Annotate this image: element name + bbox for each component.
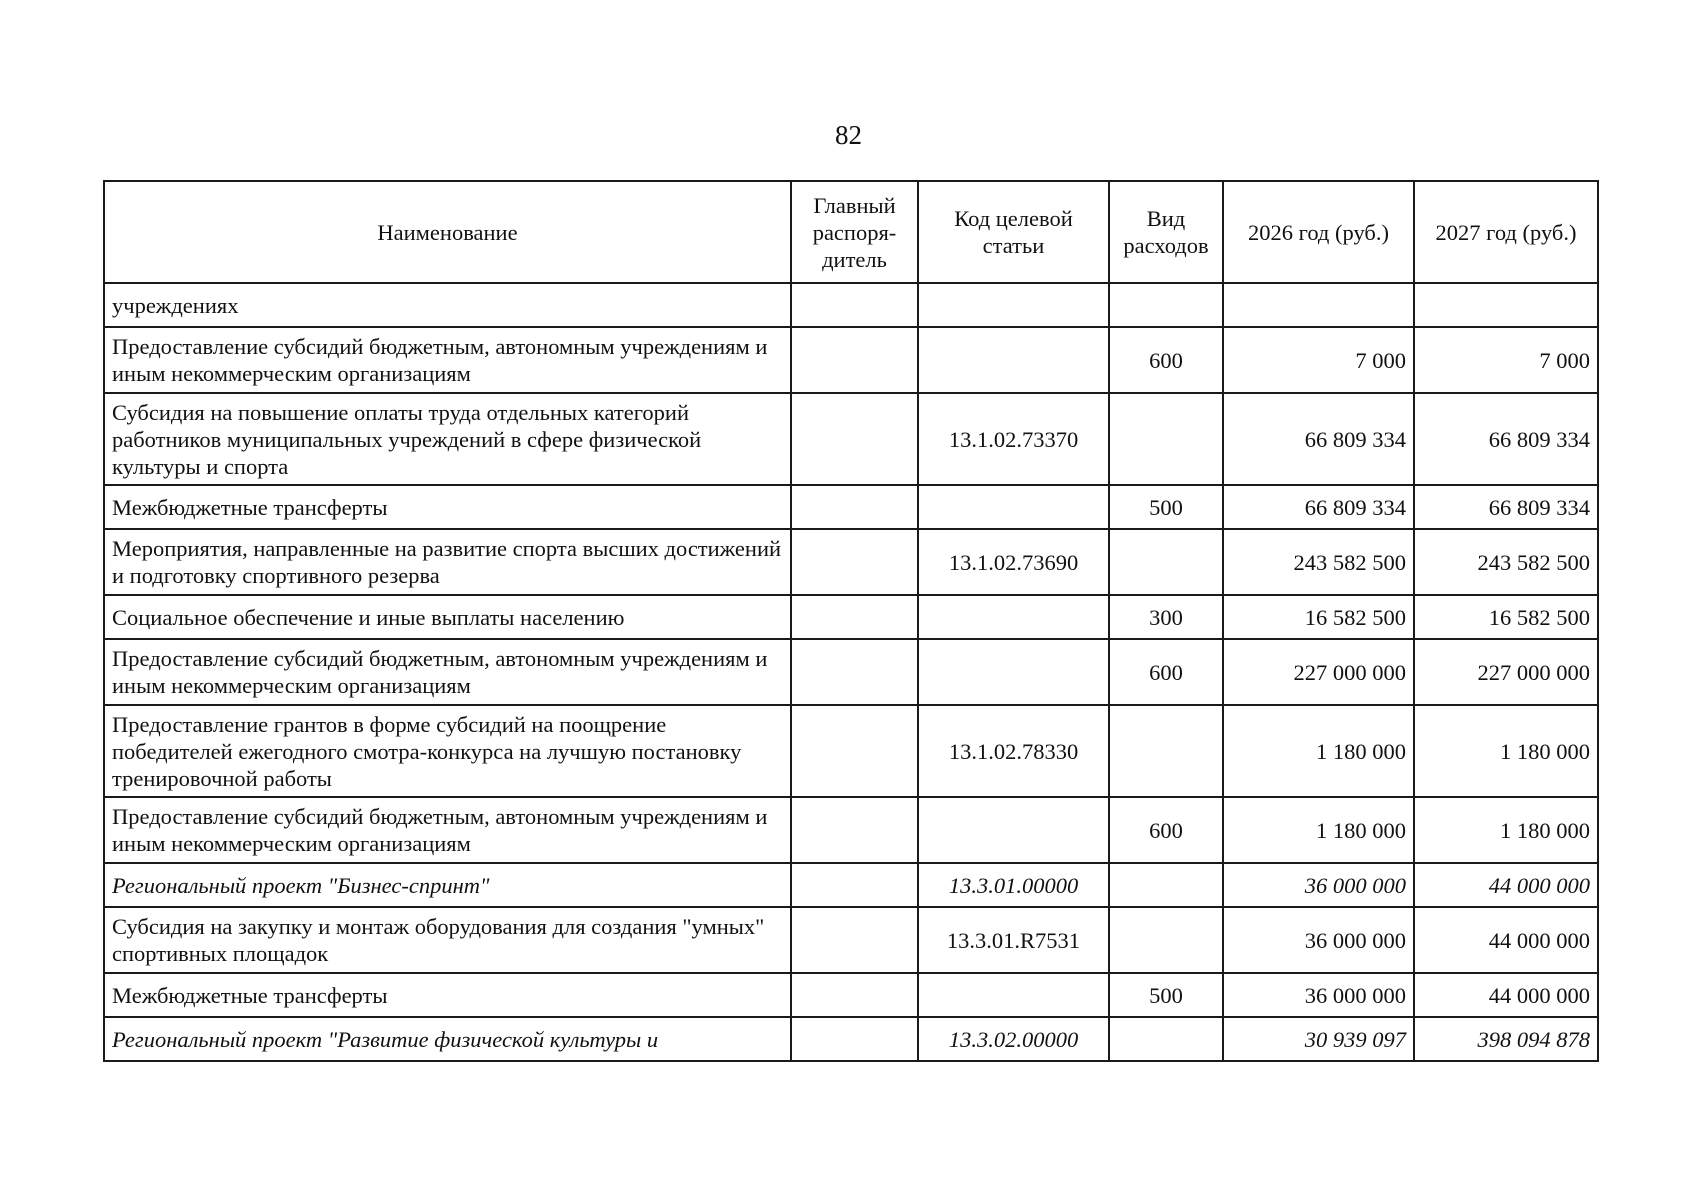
table-row [104,283,1598,327]
row-amount-2026-cell: 7 000 [1223,327,1414,393]
row-name-cell: Региональный проект "Развитие физической культуры и [104,1017,791,1061]
row-expense-type-cell: 600 [1109,639,1223,705]
table-row [104,1017,1598,1061]
row-name-cell: Субсидия на повышение оплаты труда отдельных категорий работников муниципальных учреждений в сфере физической культуры и спорта [104,393,791,485]
row-target-code-cell [918,973,1109,1017]
row-amount-2027-cell: 1 180 000 [1414,705,1598,797]
row-amount-2027-cell: 16 582 500 [1414,595,1598,639]
row-name-cell: учреждениях [104,283,791,327]
row-target-code-cell: 13.1.02.78330 [918,705,1109,797]
row-amount-2026-cell: 16 582 500 [1223,595,1414,639]
row-amount-2027-cell: 44 000 000 [1414,863,1598,907]
row-expense-type-cell: 300 [1109,595,1223,639]
row-amount-2026-cell [1223,283,1414,327]
header-expense-type: Вид расходов [1109,181,1223,283]
row-target-code-cell: 13.3.01.R7531 [918,907,1109,973]
row-amount-2026-cell: 66 809 334 [1223,485,1414,529]
row-chief-manager-cell [791,705,918,797]
row-amount-2027-cell [1414,283,1598,327]
table-row [104,973,1598,1017]
row-chief-manager-cell [791,639,918,705]
row-target-code-cell [918,797,1109,863]
table-row [104,639,1598,705]
table-header-row [104,181,1598,283]
table-row [104,907,1598,973]
row-expense-type-cell [1109,1017,1223,1061]
row-amount-2026-cell: 1 180 000 [1223,797,1414,863]
row-expense-type-cell [1109,863,1223,907]
row-amount-2027-cell: 243 582 500 [1414,529,1598,595]
table-row [104,327,1598,393]
row-name-cell: Субсидия на закупку и монтаж оборудования для создания "умных" спортивных площадок [104,907,791,973]
row-amount-2027-cell: 44 000 000 [1414,907,1598,973]
table-row [104,529,1598,595]
row-name-cell: Предоставление субсидий бюджетным, автономным учреждениям и иным некоммерческим организациям [104,797,791,863]
row-amount-2026-cell: 243 582 500 [1223,529,1414,595]
row-target-code-cell [918,485,1109,529]
table-row [104,863,1598,907]
row-amount-2027-cell: 7 000 [1414,327,1598,393]
row-expense-type-cell: 500 [1109,973,1223,1017]
row-amount-2027-cell: 398 094 878 [1414,1017,1598,1061]
table-body [104,283,1598,1061]
row-amount-2026-cell: 36 000 000 [1223,863,1414,907]
row-chief-manager-cell [791,907,918,973]
row-amount-2026-cell: 227 000 000 [1223,639,1414,705]
header-2026: 2026 год (руб.) [1223,181,1414,283]
row-chief-manager-cell [791,1017,918,1061]
row-target-code-cell [918,639,1109,705]
row-target-code-cell: 13.1.02.73690 [918,529,1109,595]
row-chief-manager-cell [791,973,918,1017]
row-chief-manager-cell [791,393,918,485]
row-name-cell: Межбюджетные трансферты [104,485,791,529]
row-amount-2026-cell: 30 939 097 [1223,1017,1414,1061]
row-chief-manager-cell [791,797,918,863]
table-row [104,595,1598,639]
row-chief-manager-cell [791,283,918,327]
row-chief-manager-cell [791,485,918,529]
row-chief-manager-cell [791,327,918,393]
table-row [104,797,1598,863]
row-chief-manager-cell [791,863,918,907]
row-expense-type-cell: 500 [1109,485,1223,529]
row-name-cell: Межбюджетные трансферты [104,973,791,1017]
row-chief-manager-cell [791,529,918,595]
row-name-cell: Региональный проект "Бизнес-спринт" [104,863,791,907]
row-expense-type-cell [1109,705,1223,797]
row-amount-2026-cell: 66 809 334 [1223,393,1414,485]
page-number: 82 [835,120,862,150]
row-amount-2027-cell: 66 809 334 [1414,393,1598,485]
row-amount-2027-cell: 44 000 000 [1414,973,1598,1017]
row-name-cell: Мероприятия, направленные на развитие спорта высших достижений и подготовку спортивного резерва [104,529,791,595]
row-target-code-cell: 13.3.01.00000 [918,863,1109,907]
table-row [104,705,1598,797]
row-amount-2026-cell: 36 000 000 [1223,907,1414,973]
row-amount-2027-cell: 66 809 334 [1414,485,1598,529]
row-expense-type-cell: 600 [1109,797,1223,863]
row-expense-type-cell [1109,393,1223,485]
row-target-code-cell [918,327,1109,393]
header-name: Наименование [104,181,791,283]
row-amount-2026-cell: 1 180 000 [1223,705,1414,797]
row-chief-manager-cell [791,595,918,639]
table-row [104,485,1598,529]
header-target-code: Код целевой статьи [918,181,1109,283]
row-amount-2027-cell: 227 000 000 [1414,639,1598,705]
row-expense-type-cell [1109,529,1223,595]
row-amount-2026-cell: 36 000 000 [1223,973,1414,1017]
row-name-cell: Предоставление субсидий бюджетным, автономным учреждениям и иным некоммерческим организациям [104,327,791,393]
row-target-code-cell [918,283,1109,327]
row-name-cell: Социальное обеспечение и иные выплаты населению [104,595,791,639]
row-expense-type-cell: 600 [1109,327,1223,393]
row-expense-type-cell [1109,283,1223,327]
row-amount-2027-cell: 1 180 000 [1414,797,1598,863]
header-2027: 2027 год (руб.) [1414,181,1598,283]
row-target-code-cell: 13.3.02.00000 [918,1017,1109,1061]
row-name-cell: Предоставление субсидий бюджетным, автономным учреждениям и иным некоммерческим организациям [104,639,791,705]
row-expense-type-cell [1109,907,1223,973]
row-target-code-cell [918,595,1109,639]
budget-table [103,180,1599,1062]
row-name-cell: Предоставление грантов в форме субсидий на поощрение победителей ежегодного смотра-конкурса на лучшую постановку тренировочной работы [104,705,791,797]
table-row [104,393,1598,485]
header-chief-manager: Главный распоря-дитель [791,181,918,283]
row-target-code-cell: 13.1.02.73370 [918,393,1109,485]
